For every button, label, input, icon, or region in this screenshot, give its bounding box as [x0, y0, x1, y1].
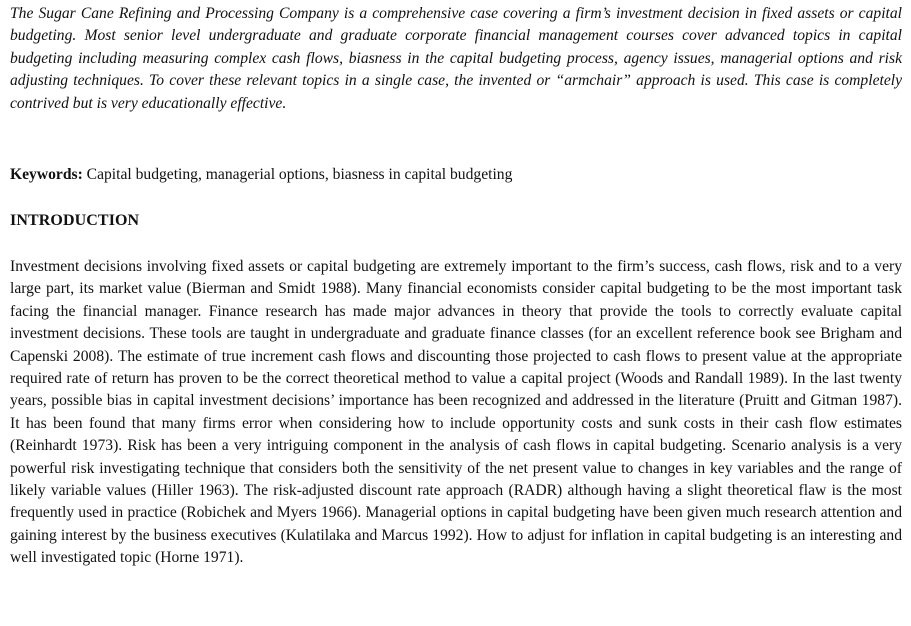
keywords-text: Capital budgeting, managerial options, biasness in capital budgeting	[82, 166, 513, 183]
abstract-paragraph: The Sugar Cane Refining and Processing Company is a comprehensive case covering a firm’s investment decision in fixed assets or capital budgeting. Most senior level undergraduate and graduate corporate financial management courses cover advanced topics in capital budgeting including measuring complex cash flows, biasness in the capital budgeting process, agency issues, managerial options and risk adjusting techniques. To cover these relevant topics in a single case, the invented or “armchair” approach is used. This case is completely contrived but is very educationally effective.	[10, 5, 902, 112]
keywords-label: Keywords:	[10, 166, 83, 183]
section-heading-introduction: INTRODUCTION	[10, 212, 140, 229]
keywords-line	[10, 164, 902, 186]
introduction-paragraph: Investment decisions involving fixed assets or capital budgeting are extremely important to the firm’s success, cash flows, risk and to a very large part, its market value (Bierman and Smidt 1988). Many financial economists consider capital budgeting to be the most important task facing the financial manager. Finance research has made major advances in theory that provide the tools to correctly evaluate capital investment decisions. These tools are taught in undergraduate and graduate finance classes (for an excellent reference book see Brigham and Capenski 2008). The estimate of true increment cash flows and discounting those projected to cash flows to present value at the appropriate required rate of return has proven to be the correct theoretical method to value a capital project (Woods and Randall 1989). In the last twenty years, possible bias in capital investment decisions’ importance has been recognized and addressed in the literature (Pruitt and Gitman 1987). It has been found that many firms error when considering how to include opportunity costs and sunk costs in their cash flow estimates (Reinhardt 1973). Risk has been a very intriguing component in the analysis of cash flows in capital budgeting. Scenario analysis is a very powerful risk investigating technique that considers both the sensitivity of the net present value to changes in key variables and the range of likely variable values (Hiller 1963). The risk-adjusted discount rate approach (RADR) although having a slight theoretical flaw is the most frequently used in practice (Robichek and Myers 1966). Managerial options in capital budgeting have been given much research attention and gaining interest by the business executives (Kulatilaka and Marcus 1992). How to adjust for inflation in capital budgeting is an interesting and well investigated topic (Horne 1971).	[10, 258, 902, 567]
paper-page	[10, 3, 902, 567]
